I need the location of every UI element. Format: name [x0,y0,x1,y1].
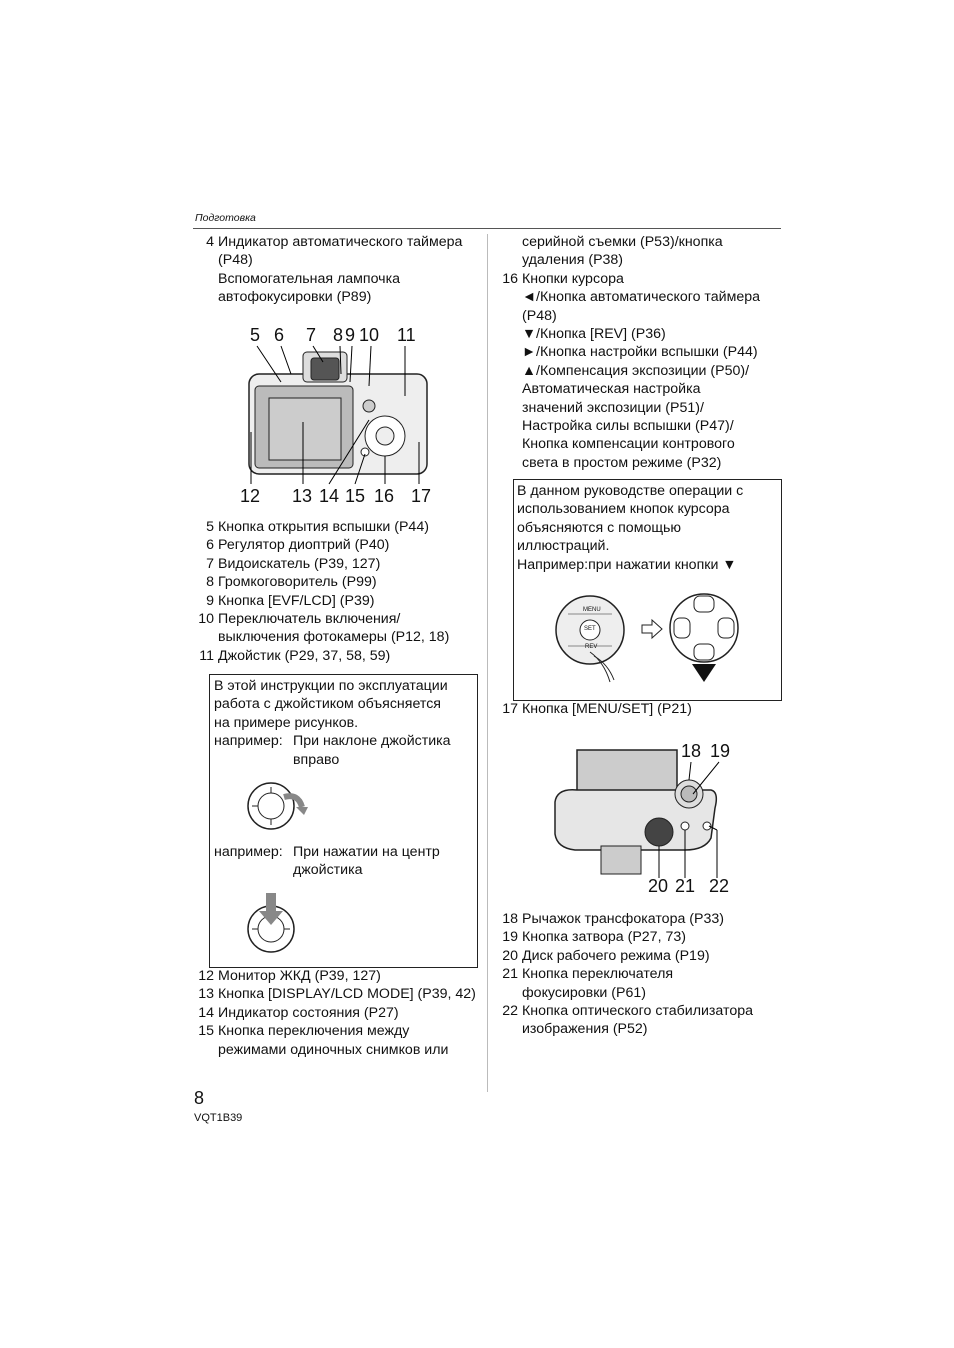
item-text: значений экспозиции (P51)/ [522,399,704,416]
callout-label: 9 [345,325,356,345]
note-text: использованием кнопок курсора [517,501,730,518]
cursor-note-box [513,479,782,701]
item-text: Рычажок трансфокатора (P33) [522,911,724,927]
item-list [498,233,788,473]
callout-label: 18 [681,741,702,761]
item-number: 4 [206,234,214,250]
item-text: Кнопка [EVF/LCD] (P39) [218,592,375,609]
item-text: света в простом режиме (P32) [522,454,722,471]
item-text: Джойстик (P29, 37, 58, 59) [218,647,391,664]
item-number: 16 [502,270,518,287]
item-number: 8 [206,574,214,591]
item-text: (P48) [218,252,253,269]
item-text: Кнопка оптического стабилизатора [522,1003,754,1019]
camera-rear-figure [235,322,445,512]
item-list [194,967,484,1063]
item-number: 5 [206,519,214,535]
joystick-press-center-icon [244,889,304,959]
item-number: 13 [198,986,214,1003]
doc-code: VQT1B39 [194,1112,243,1124]
callout-label: 22 [709,876,730,896]
item-number: 21 [502,966,518,983]
note-text: В данном руководстве операции с [517,483,744,499]
cursor-pad-illustration [554,590,634,685]
callout-label: 19 [710,741,731,761]
callout-label: 16 [374,486,395,506]
callout-label: 20 [648,876,669,896]
item-number: 7 [206,555,214,572]
item-text: Диск рабочего режима (P19) [522,947,710,964]
callout-label: 6 [274,325,285,345]
cursor-pad-down-icon [668,590,740,685]
camera-top-figure [545,738,745,898]
item-text: Кнопка [DISPLAY/LCD MODE] (P39, 42) [218,986,476,1003]
item-text: Настройка силы вспышки (P47)/ [522,418,734,434]
note-text: работа с джойстиком объясняется [214,696,441,713]
item-number: 14 [198,1004,214,1021]
arrow-right-icon [640,618,664,640]
item-text: режимами одиночных снимков или [218,1041,449,1058]
note-text: объясняются с помощью [517,519,682,536]
item-text: Кнопка компенсации контрового [522,436,735,453]
item-text: Кнопка переключателя [522,966,674,983]
example-text: При нажатии на центр [293,844,440,860]
item-text: выключения фотокамеры (P12, 18) [218,629,450,646]
item-text: Регулятор диоптрий (P40) [218,537,390,554]
item-text: фокусировки (P61) [522,984,646,1001]
callout-label: 13 [292,486,313,506]
item-text: Громкоговоритель (P99) [218,574,377,591]
item-text: ►/Кнопка настройки вспышки (P44) [522,344,758,361]
pad-label: REV [585,644,598,650]
item-number: 22 [502,1003,518,1019]
item-text: автофокусировки (P89) [218,289,372,306]
example-text: При наклоне джойстика [293,733,451,750]
item-text: Видоискатель (P39, 127) [218,555,381,572]
column-divider [487,234,488,1092]
callout-label: 7 [306,325,317,345]
item-text: Кнопка переключения между [218,1023,410,1040]
camera-top-illustration [545,738,745,898]
item-text: (P48) [522,307,557,324]
example-label: например: [214,844,283,860]
item-number: 9 [206,592,214,609]
callout-label: 12 [240,486,261,506]
joystick-note-box [209,674,478,968]
item-number: 18 [502,911,518,927]
item-text: Кнопка открытия вспышки (P44) [218,519,429,535]
header-rule [193,228,781,229]
item-number: 20 [502,947,518,964]
example-text: вправо [293,751,340,768]
item-text: Кнопки курсора [522,270,624,287]
item-text: ▼/Кнопка [REV] (P36) [522,326,666,342]
note-text: иллюстраций. [517,538,610,555]
callout-label: 17 [411,486,432,506]
note-text: на примере рисунков. [214,714,359,731]
item-list [194,518,484,668]
note-text: Например:при нажатии кнопки ▼ [517,556,737,573]
section-title: Подготовка [195,212,256,224]
example-text: джойстика [293,862,363,879]
item-list [498,910,788,1040]
item-number: 11 [199,647,214,664]
item-number: 17 [502,701,518,717]
item-text: Вспомогательная лампочка [218,270,400,287]
callout-label: 10 [359,325,380,345]
item-text: ◄/Кнопка автоматического таймера [522,289,761,306]
list-item [498,700,788,720]
item-text: Кнопка [MENU/SET] (P21) [522,701,692,717]
item-number: 15 [198,1023,214,1040]
item-number: 6 [206,537,214,554]
joystick-tilt-right-icon [244,777,314,835]
item-text: Индикатор автоматического таймера [218,234,463,250]
item-text: Переключатель включения/ [218,611,401,627]
callout-label: 15 [345,486,366,506]
camera-rear-illustration [235,322,445,512]
item-number: 12 [198,968,214,984]
item-text: Монитор ЖКД (P39, 127) [218,968,381,984]
item-number: 10 [198,611,214,627]
item-text: удаления (P38) [522,252,624,269]
callout-label: 8 [333,325,344,345]
item-number: 19 [502,929,518,946]
example-label: например: [214,733,283,750]
callout-label: 5 [250,325,261,345]
item-text: Индикатор состояния (P27) [218,1004,399,1021]
callout-label: 14 [319,486,340,506]
item-text: серийной съемки (P53)/кнопка [522,234,723,250]
note-text: В этой инструкции по эксплуатации [214,678,448,694]
item-text: изображения (P52) [522,1021,648,1038]
callout-label: 11 [397,325,416,345]
page-number: 8 [194,1088,205,1108]
pad-label: MENU [583,607,601,613]
item-text: ▲/Компенсация экспозиции (P50)/ [522,362,750,379]
pad-label: SET [584,626,596,632]
item-text: Кнопка затвора (P27, 73) [522,929,686,946]
item-text: Автоматическая настройка [522,381,701,398]
callout-label: 21 [675,876,696,896]
